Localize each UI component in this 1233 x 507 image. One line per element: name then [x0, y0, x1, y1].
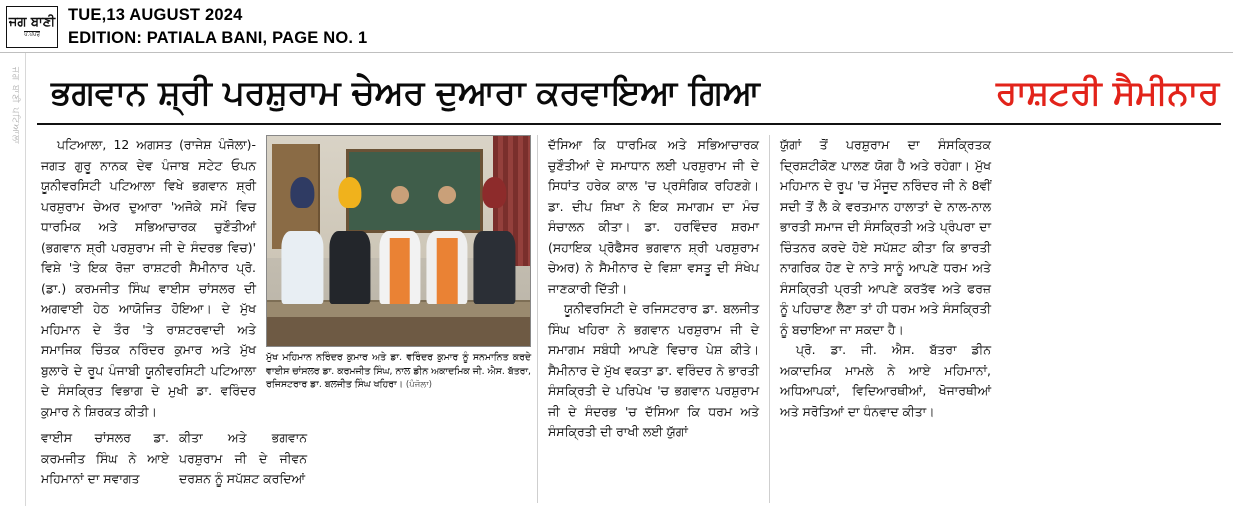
headline-accent-text: ਰਾਸ਼ਟਰੀ ਸੈਮੀਨਾਰ	[996, 73, 1219, 113]
edition-and-page: EDITION: PATIALA BANI, PAGE NO. 1	[68, 28, 368, 47]
photo-person-5	[472, 186, 517, 304]
left-margin-text: ਜਗ ਬਾਣੀ ਪਟਿਆਲਾ	[10, 67, 20, 145]
photo-credit: (ਪੰਜੋਲਾ)	[405, 380, 433, 390]
headline	[37, 59, 1221, 125]
column-middle	[537, 135, 769, 503]
left-margin-strip	[0, 53, 26, 506]
photo-caption	[266, 351, 531, 393]
body-paragraph-right-2: ਪ੍ਰੋ. ਡਾ. ਜੀ. ਐਸ. ਬੱਤਰਾ ਡੀਨ ਅਕਾਦਮਿਕ ਮਾਮਲੇ ਨੇ ਆਏ ਮਹਿਮਾਨਾਂ, ਅਧਿਆਪਕਾਂ, ਵਿਦਿਆਰਥੀਆਂ, ਖੋਜਾਰਥੀਆਂ ਅਤੇ ਸਰੋਤਿਆਂ ਦਾ ਧੰਨਵਾਦ ਕੀਤਾ।	[780, 342, 991, 419]
logo-main-text: ਜਗ ਬਾਣੀ	[8, 14, 56, 30]
person-body	[282, 231, 323, 304]
person-scarf	[390, 238, 411, 304]
column-right	[769, 135, 1001, 503]
photo-person-1	[280, 186, 325, 304]
below-photo-text	[41, 428, 527, 490]
person-turban	[291, 177, 314, 208]
clipping-header	[0, 0, 1233, 52]
logo-sub-text: ਪੰ.ਪੇਪਰ	[24, 31, 40, 38]
article-photo	[266, 135, 531, 347]
person-body	[329, 231, 370, 304]
person-head	[438, 186, 456, 204]
lead-paragraph: ਪਟਿਆਲਾ, 12 ਅਗਸਤ (ਰਾਜੇਸ਼ ਪੰਜੋਲਾ)- ਜਗਤ ਗੁਰੂ ਨਾਨਕ ਦੇਵ ਪੰਜਾਬ ਸਟੇਟ ਓਪਨ ਯੂਨੀਵਰਸਿਟੀ ਪਟਿਆਲਾ ਵਿਖੇ ਭਗਵਾਨ ਸ਼੍ਰੀ ਪਰਸ਼ੁਰਾਮ ਚੇਅਰ ਦੁਆਰਾ 'ਅਜੋਕੇ ਸਮੇਂ ਵਿਚ ਧਾਰਮਿਕ ਅਤੇ ਸਭਿਆਚਾਰਕ ਚੁਣੌਤੀਆਂ (ਭਗਵਾਨ ਸ਼੍ਰੀ ਪਰਸ਼ੁਰਾਮ ਜੀ ਦੇ ਸੰਦਰਭ ਵਿਚ)' ਵਿਸ਼ੇ 'ਤੇ ਇਕ ਰੋਜ਼ਾ ਰਾਸ਼ਟਰੀ ਸੈਮੀਨਾਰ ਪ੍ਰੋ. (ਡਾ.) ਕਰਮਜੀਤ ਸਿੰਘ ਵਾਈਸ ਚਾਂਸਲਰ ਦੀ ਅਗਵਾਈ ਹੇਠ ਆਯੋਜਿਤ ਹੋਇਆ। ਦੇ ਮੁੱਖ ਮਹਿਮਾਨ ਦੇ ਤੌਰ 'ਤੇ ਰਾਸ਼ਟਰਵਾਦੀ ਅਤੇ ਸਮਾਜਿਕ ਚਿੰਤਕ ਨਰਿੰਦਰ ਕੁਮਾਰ ਅਤੇ ਮੁੱਖ ਬੁਲਾਰੇ ਦੇ ਰੂਪ ਪੰਜਾਬੀ ਯੂਨੀਵਰਸਿਟੀ ਪਟਿਆਲਾ ਦੇ ਸੰਸਕ੍ਰਿਤ ਵਿਭਾਗ ਦੇ ਮੁਖੀ ਡਾ. ਵਰਿੰਦਰ ਕੁਮਾਰ ਨੇ ਸ਼ਿਰਕਤ ਕੀਤੀ।	[41, 137, 256, 419]
below-photo-col-2: ਕੀਤਾ ਅਤੇ ਭਗਵਾਨ ਪਰਸ਼ੁਰਾਮ ਜੀ ਦੇ ਜੀਵਨ ਦਰਸ਼ਨ ਨੂੰ ਸਪੱਸ਼ਟ ਕਰਦਿਆਂ	[179, 430, 307, 486]
photo-person-3	[377, 186, 422, 304]
newspaper-logo	[6, 6, 58, 48]
photo-caption-text: ਮੁੱਖ ਮਹਿਮਾਨ ਨਰਿੰਦਰ ਕੁਮਾਰ ਅਤੇ ਡਾ. ਵਰਿੰਦਰ ਕੁਮਾਰ ਨੂੰ ਸਨਮਾਨਿਤ ਕਰਦੇ ਵਾਈਸ ਚਾਂਸਲਰ ਡਾ. ਕਰਮਜੀਤ ਸਿੰਘ, ਨਾਲ ਡੀਨ ਅਕਾਦਮਿਕ ਜੀ. ਐਸ. ਬੱਤਰਾ, ਰਜਿਸਟਰਾਰ ਡਾ. ਬਲਜੀਤ ਸਿੰਘ ਖਹਿਰਾ।	[266, 352, 531, 390]
person-scarf	[437, 238, 458, 304]
person-turban	[483, 177, 506, 208]
body-paragraph-mid-1: ਦੱਸਿਆ ਕਿ ਧਾਰਮਿਕ ਅਤੇ ਸਭਿਆਚਾਰਕ ਚੁਣੌਤੀਆਂ ਦੇ ਸਮਾਧਾਨ ਲਈ ਪਰਸ਼ੁਰਾਮ ਜੀ ਦੇ ਸਿਧਾਂਤ ਹਰੇਕ ਕਾਲ 'ਚ ਪ੍ਰਸੰਗਿਕ ਰਹਿਣਗੇ। ਡਾ. ਦੀਪ ਸ਼ਿਖਾ ਨੇ ਇਕ ਸਮਾਗਮ ਦਾ ਮੰਚ ਸੰਚਾਲਨ ਕੀਤਾ। ਡਾ. ਹਰਵਿੰਦਰ ਸ਼ਰਮਾ (ਸਹਾਇਕ ਪ੍ਰੋਫੈਸਰ ਭਗਵਾਨ ਸ਼੍ਰੀ ਪਰਸ਼ੁਰਾਮ ਚੇਅਰ) ਨੇ ਸੈਮੀਨਾਰ ਦੇ ਵਿਸ਼ਾ ਵਸਤੂ ਦੀ ਸੰਖੇਪ ਜਾਣਕਾਰੀ ਦਿੱਤੀ।	[548, 137, 759, 296]
body-paragraph-mid-2: ਯੂਨੀਵਰਸਿਟੀ ਦੇ ਰਜਿਸਟਰਾਰ ਡਾ. ਬਲਜੀਤ ਸਿੰਘ ਖਹਿਰਾ ਨੇ ਭਗਵਾਨ ਪਰਸ਼ੁਰਾਮ ਜੀ ਦੇ ਸਮਾਗਮ ਸਬੰਧੀ ਆਪਣੇ ਵਿਚਾਰ ਪੇਸ਼ ਕੀਤੇ। ਸੈਮੀਨਾਰ ਦੇ ਮੁੱਖ ਵਕਤਾ ਡਾ. ਵਰਿੰਦਰ ਨੇ ਭਾਰਤੀ ਸੰਸਕ੍ਰਿਤੀ ਦੇ ਪਰਿਪੇਖ 'ਚ ਭਗਵਾਨ ਪਰਸ਼ੁਰਾਮ ਜੀ ਦੇ ਸੰਦਰਭ 'ਚ ਦੱਸਿਆ ਕਿ ਧਰਮ ਅਤੇ ਸੰਸਕ੍ਰਿਤੀ ਦੀ ਰਾਖੀ ਲਈ ਯੁੱਗਾਂ	[548, 301, 759, 439]
newspaper-page	[0, 52, 1233, 505]
body-paragraph-right-1: ਯੁੱਗਾਂ ਤੋਂ ਪਰਸ਼ੁਰਾਮ ਦਾ ਸੰਸਕ੍ਰਿਤਕ ਦ੍ਰਿਸ਼ਟੀਕੋਣ ਪਾਲਣ ਯੋਗ ਹੈ ਅਤੇ ਰਹੇਗਾ। ਮੁੱਖ ਮਹਿਮਾਨ ਦੇ ਰੂਪ 'ਚ ਮੌਜੂਦ ਨਰਿੰਦਰ ਜੀ ਨੇ 8ਵੀਂ ਸਦੀ ਤੋਂ ਲੈ ਕੇ ਵਰਤਮਾਨ ਹਾਲਾਤਾਂ ਦੇ ਨਾਲ-ਨਾਲ ਭਾਰਤੀ ਸਮਾਜ ਦੀ ਸੰਸਕ੍ਰਿਤੀ ਅਤੇ ਪ੍ਰੰਪਰਾ ਦਾ ਚਿੰਤਨਰ ਕਰਦੇ ਹੋਏ ਸਪੱਸ਼ਟ ਕੀਤਾ ਕਿ ਭਾਰਤੀ ਨਾਗਰਿਕ ਹੋਣ ਦੇ ਨਾਤੇ ਸਾਨੂੰ ਆਪਣੇ ਧਰਮ ਅਤੇ ਸੰਸਕ੍ਰਿਤੀ ਪ੍ਰਤੀ ਆਪਣੇ ਕਰਤੱਵ ਅਤੇ ਫਰਜ਼ ਨੂੰ ਪਹਿਚਾਣ ਲੈਣਾ ਤਾਂ ਹੀ ਧਰਮ ਅਤੇ ਸੰਸਕ੍ਰਿਤੀ ਨੂੰ ਬਚਾਇਆ ਜਾ ਸਕਦਾ ਹੈ।	[780, 137, 991, 337]
photo-person-2	[327, 186, 372, 304]
lead-paragraph-column	[41, 135, 256, 422]
photo-block	[266, 135, 531, 422]
page-content	[27, 53, 1233, 506]
publication-date: TUE,13 AUGUST 2024	[68, 6, 243, 25]
person-turban	[338, 177, 361, 208]
headline-main-text: ਭਗਵਾਨ ਸ਼੍ਰੀ ਪਰਸ਼ੁਰਾਮ ਚੇਅਰ ਦੁਆਰਾ ਕਰਵਾਇਆ ਗਿਆ	[51, 73, 760, 113]
article-columns	[37, 135, 1221, 503]
photo-floor	[267, 317, 530, 346]
below-photo-col-1: ਵਾਈਸ ਚਾਂਸਲਰ ਡਾ. ਕਰਮਜੀਤ ਸਿੰਘ ਨੇ ਆਏ ਮਹਿਮਾਨਾਂ ਦਾ ਸਵਾਗਤ	[41, 430, 169, 486]
lead-and-photo	[41, 135, 531, 422]
column-left	[37, 135, 537, 503]
person-body	[474, 231, 515, 304]
header-meta	[68, 4, 367, 49]
photo-person-4	[425, 186, 470, 304]
person-head	[391, 186, 409, 204]
